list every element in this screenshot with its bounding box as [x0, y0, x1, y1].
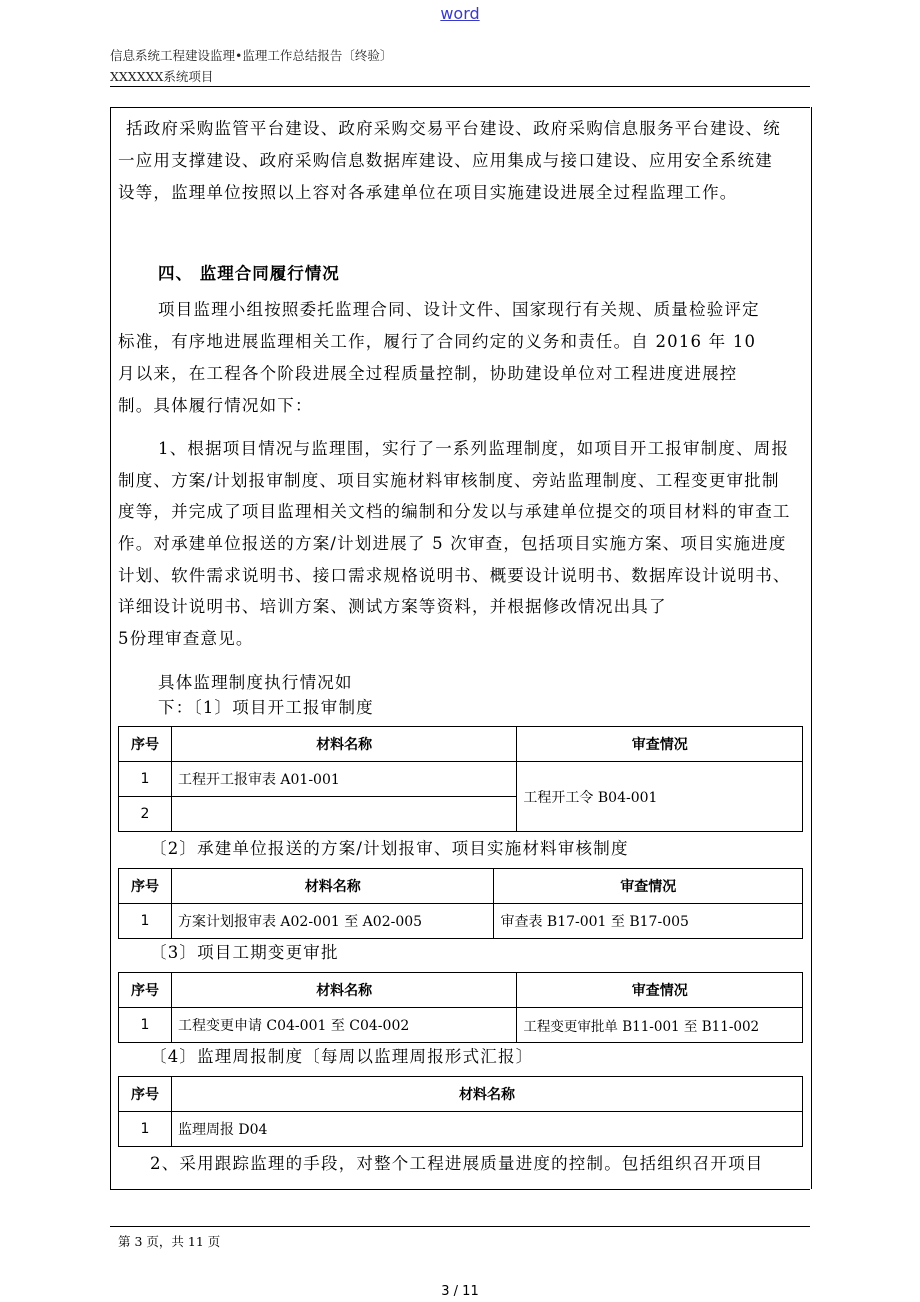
table-row [119, 1008, 803, 1043]
table-header-row [119, 869, 803, 904]
para3-line-1: 具体监理制度执行情况如 [158, 673, 353, 692]
footer-page-info: 第 3 页，共 11 页 [118, 1234, 221, 1249]
col-header-no: 序号 [119, 869, 172, 904]
header-title: 信息系统工程建设监理•监理工作总结报告〔终验〕 [110, 48, 393, 63]
intro-line-2: 一应用支撑建设、政府采购信息数据库建设、应用集成与接口建设、应用安全系统建 [118, 151, 773, 170]
cell-no: 2 [119, 797, 172, 832]
table-row [119, 904, 803, 939]
table-header-row [119, 727, 803, 762]
table-header-row [119, 1077, 803, 1112]
cell-no: 1 [119, 1008, 172, 1043]
col-header-review: 审查情况 [494, 869, 803, 904]
para1-line-4: 制。具体履行情况如下： [118, 396, 313, 415]
cell-review-merged: 工程开工令 B04-001 [517, 762, 803, 832]
para2-line-7: 5份理审查意见。 [118, 629, 254, 648]
table-header-row [119, 973, 803, 1008]
para2-line-1: 1、根据项目情况与监理围，实行了一系列监理制度，如项目开工报审制度、周报 [158, 439, 790, 458]
para2-line-4: 作。对承建单位报送的方案/计划进展了 5 次审查，包括项目实施方案、项目实施进度 [118, 534, 787, 553]
col-header-no: 序号 [119, 973, 172, 1008]
para2-line-3: 度等，并完成了项目监理相关文档的编制和分发以与承建单位提交的项目材料的审查工 [118, 502, 791, 521]
para1-line-2: 标准，有序地进展监理相关工作，履行了合同约定的义务和责任。自 2016 年 10 [118, 332, 757, 351]
col-header-name: 材料名称 [171, 1077, 802, 1112]
section-title: 四、 监理合同履行情况 [158, 264, 340, 283]
col-header-review: 审查情况 [517, 973, 803, 1008]
para2-line-5: 计划、软件需求说明书、接口需求规格说明书、概要设计说明书、数据库设计说明书、 [118, 566, 791, 585]
header-rule [110, 86, 810, 87]
cell-name: 工程开工报审表 A01-001 [171, 762, 516, 797]
cell-no: 1 [119, 762, 172, 797]
cell-review: 工程变更审批单 B11-001 至 B11-002 [517, 1008, 803, 1043]
col-header-name: 材料名称 [171, 973, 516, 1008]
cell-review: 审查表 B17-001 至 B17-005 [494, 904, 803, 939]
caption-table-2: 〔2〕承建单位报送的方案/计划报审、项目实施材料审核制度 [150, 839, 629, 858]
intro-line-3: 设等，监理单位按照以上容对各承建单位在项目实施建设进展全过程监理工作。 [118, 183, 738, 202]
caption-table-4: 〔4〕监理周报制度〔每周以监理周报形式汇报〕 [150, 1047, 534, 1066]
cell-name: 方案计划报审表 A02-001 至 A02-005 [171, 904, 494, 939]
header-project: XXXXXX系统项目 [110, 69, 214, 84]
col-header-name: 材料名称 [171, 727, 516, 762]
final-line: 2、采用跟踪监理的手段，对整个工程进展质量进度的控制。包括组织召开项目 [150, 1154, 764, 1173]
para1-line-3: 月以来，在工程各个阶段进展全过程质量控制，协助建设单位对工程进度进展控 [118, 364, 738, 383]
table-weekly-report [118, 1076, 803, 1147]
table-schedule-change [118, 972, 803, 1043]
cell-no: 1 [119, 1112, 172, 1147]
col-header-review: 审查情况 [517, 727, 803, 762]
frame-bottom-rule [110, 1189, 810, 1190]
table-row [119, 762, 803, 797]
cell-name [171, 797, 516, 832]
col-header-no: 序号 [119, 1077, 172, 1112]
table-startup-review [118, 726, 803, 832]
page-number: 3 / 11 [441, 1284, 479, 1299]
cell-name: 工程变更申请 C04-001 至 C04-002 [171, 1008, 516, 1043]
cell-no: 1 [119, 904, 172, 939]
table-row [119, 1112, 803, 1147]
para2-line-2: 制度、方案/计划报审制度、项目实施材料审核制度、旁站监理制度、工程变更审批制 [118, 471, 780, 490]
footer-rule [110, 1226, 810, 1227]
col-header-name: 材料名称 [171, 869, 494, 904]
table-plan-review [118, 868, 803, 939]
cell-name: 监理周报 D04 [171, 1112, 802, 1147]
para3-line-2: 下：〔1〕项目开工报审制度 [158, 698, 374, 717]
caption-table-3: 〔3〕项目工期变更审批 [150, 943, 339, 962]
col-header-no: 序号 [119, 727, 172, 762]
intro-line-1: 括政府采购监管平台建设、政府采购交易平台建设、政府采购信息服务平台建设、统 [126, 119, 781, 138]
para1-line-1: 项目监理小组按照委托监理合同、设计文件、国家现行有关规、质量检验评定 [158, 300, 760, 319]
para2-line-6: 详细设计说明书、培训方案、测试方案等资料，并根据修改情况出具了 [118, 597, 667, 616]
top-word-link[interactable]: word [440, 4, 480, 23]
